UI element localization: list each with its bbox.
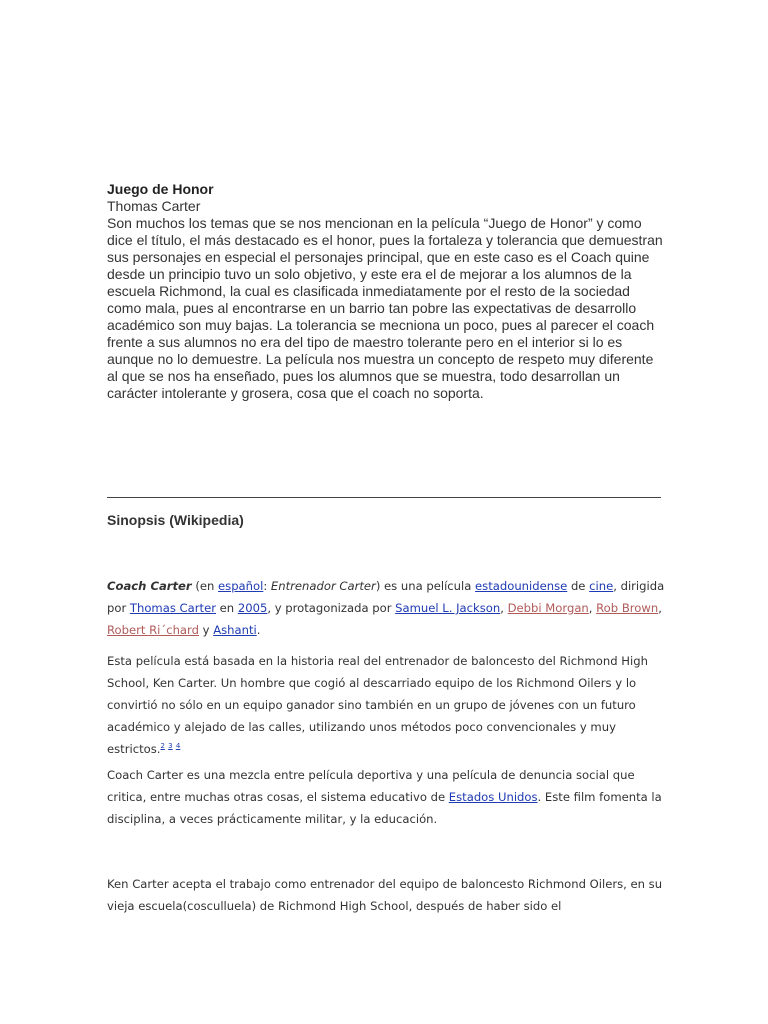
link-robert-richard[interactable]: Robert Ri´chard — [107, 623, 199, 637]
link-cine[interactable]: cine — [589, 579, 614, 593]
reference-markers — [160, 742, 181, 750]
text-fragment: , dirigida por — [107, 579, 665, 615]
alt-title: Entrenador Carter — [270, 579, 376, 593]
text-fragment: ) es una película — [375, 579, 476, 593]
wiki-paragraph-plot: Ken Carter acepta el trabajo como entrenador del equipo de baloncesto Richmond Oilers, en su vieja escuela(cosculluela) de Richmond High School, después de haber sido el — [107, 877, 663, 913]
section-title: Sinopsis (Wikipedia) — [107, 512, 244, 528]
film-title: Coach Carter — [107, 579, 192, 593]
link-estadounidense[interactable]: estadounidense — [475, 579, 568, 593]
link-2005[interactable]: 2005 — [237, 601, 268, 615]
text-fragment: en — [215, 601, 238, 615]
reference-link-2[interactable]: 2 — [160, 742, 165, 751]
essay-body: Son muchos los temas que se nos mencionan en la película “Juego de Honor” y como dice el título, el más destacado es el honor, pues la fortaleza y tolerancia que demuestran sus personajes en especial el personajes principal, que en este caso es el Coach quine desde un principio tuvo un solo objetivo, y este era el de mejorar a los alumnos de la escuela Richmond, la cual es clasificada inmediatamente por el resto de la sociedad como mala, pues al encontrarse en un barrio tan pobre las expectativas de desarrollo académico son muy bajas. La tolerancia se mecniona un poco, pues al parecer el coach frente a sus alumnos no era del tipo de maestro tolerante pero en el interior si lo es aunque no lo demuestre. La película nos muestra un concepto de respeto muy diferente al que se nos ha enseñado, pues los alumnos que se muestra, todo desarrollan un carácter intolerante y grosera, cosa que el coach no soporta. — [107, 215, 663, 401]
text-fragment: , — [588, 601, 597, 615]
text-fragment: : — [263, 579, 271, 593]
essay-title: Juego de Honor — [107, 181, 214, 197]
text-fragment: . Este film fomenta la disciplina, a veces prácticamente militar, y la educación. — [107, 790, 662, 826]
text-fragment: . — [256, 623, 261, 637]
link-samuel-l-jackson[interactable]: Samuel L. Jackson — [395, 601, 501, 615]
reference-link-4[interactable]: 4 — [175, 742, 181, 751]
text-fragment: y — [198, 623, 214, 637]
link-ashanti[interactable]: Ashanti — [213, 623, 257, 637]
link-estados-unidos[interactable]: Estados Unidos — [448, 790, 538, 804]
section-divider — [107, 497, 661, 498]
reference-link-3[interactable]: 3 — [168, 742, 173, 751]
wiki-paragraph-history — [107, 650, 667, 760]
link-debbi-morgan[interactable]: Debbi Morgan — [507, 601, 589, 615]
paragraph-text: Esta película está basada en la historia real del entrenador de baloncesto del Richmond High School, Ken Carter. Un hombre que cogió al descarriado equipo de los Richmond Oilers y lo convirtió no sólo en un equipo ganador sino también en un grupo de jóvenes con un futuro académico y alejado de las calles, utilizando unos métodos poco convencionales y muy estrictos. — [107, 654, 648, 756]
text-fragment: Coach Carter es una mezcla entre película deportiva y una película de denuncia social que critica, entre muchas otras cosas, el sistema educativo de — [107, 768, 635, 804]
wiki-paragraph-intro — [107, 575, 667, 641]
wiki-paragraph-genre — [107, 764, 667, 830]
link-thomas-carter[interactable]: Thomas Carter — [129, 601, 216, 615]
text-fragment: , — [658, 601, 662, 615]
link-espanol[interactable]: español — [218, 579, 264, 593]
text-fragment: (en — [191, 579, 219, 593]
essay-block — [107, 181, 667, 402]
text-fragment: , — [500, 601, 508, 615]
text-fragment: de — [567, 579, 590, 593]
link-rob-brown[interactable]: Rob Brown — [596, 601, 659, 615]
essay-author: Thomas Carter — [107, 198, 201, 214]
text-fragment: , y protagonizada por — [267, 601, 396, 615]
